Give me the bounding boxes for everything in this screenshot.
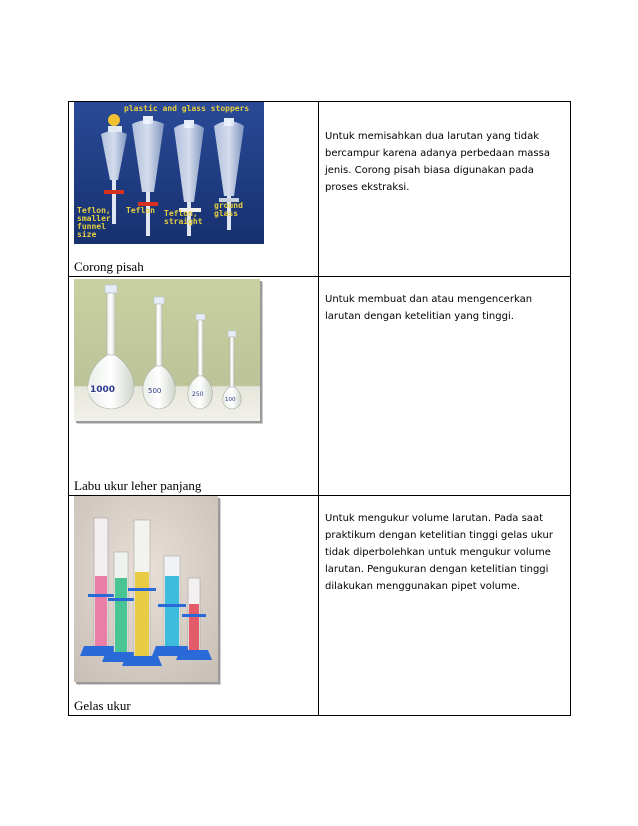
teflon-label: Teflon	[126, 206, 155, 215]
table-row	[69, 277, 571, 496]
equipment-name: Gelas ukur	[74, 698, 131, 713]
equipment-description: Untuk membuat dan atau mengencerkan larutan dengan ketelitian yang tinggi.	[325, 294, 533, 322]
teflon-smaller-label-1: Teflon,	[77, 206, 111, 215]
image-cell	[69, 277, 319, 496]
flask-100-label: 100	[225, 397, 236, 403]
equipment-table	[68, 101, 571, 716]
table-row	[69, 496, 571, 716]
teflon-straight-label-2: straight	[164, 217, 203, 226]
equipment-description: Untuk memisahkan dua larutan yang tidak bercampur karena adanya perbedaan massa jenis. Corong pisah biasa digunakan pada proses ekstraksi.	[325, 131, 550, 193]
image-cell	[69, 102, 319, 277]
flask-1000-label: 1000	[90, 385, 116, 395]
teflon-smaller-label-3: funnel	[77, 222, 106, 231]
equipment-description: Untuk mengukur volume larutan. Pada saat praktikum dengan ketelitian tinggi gelas ukur tidak diperbolehkan untuk mengukur volume larutan. Pengukuran dengan ketelitian tinggi dilakukan menggunakan pipet volume.	[325, 513, 553, 592]
ground-glass-label-1: ground	[214, 201, 243, 210]
stoppers-label: plastic and glass stoppers	[124, 104, 250, 113]
equipment-name: Labu ukur leher panjang	[74, 478, 202, 493]
graduated-cylinder-photo	[74, 496, 218, 682]
description-cell	[319, 102, 571, 277]
flask-500-label: 500	[148, 387, 162, 395]
separatory-funnel-photo	[74, 102, 264, 244]
description-cell	[319, 277, 571, 496]
image-cell	[69, 496, 319, 716]
separatory-funnel-illustration	[74, 102, 264, 244]
flask-250-label: 250	[192, 391, 204, 398]
volumetric-flask-photo	[74, 279, 260, 421]
description-cell	[319, 496, 571, 716]
volumetric-flask-illustration	[74, 279, 260, 421]
teflon-straight-label-1: Teflon,	[164, 209, 198, 218]
teflon-smaller-label-2: smaller	[77, 214, 111, 223]
equipment-name: Corong pisah	[74, 259, 144, 274]
ground-glass-label-2: glass	[214, 209, 239, 218]
teflon-smaller-label-4: size	[77, 230, 97, 239]
table-row	[69, 102, 571, 277]
graduated-cylinder-illustration	[74, 496, 218, 682]
